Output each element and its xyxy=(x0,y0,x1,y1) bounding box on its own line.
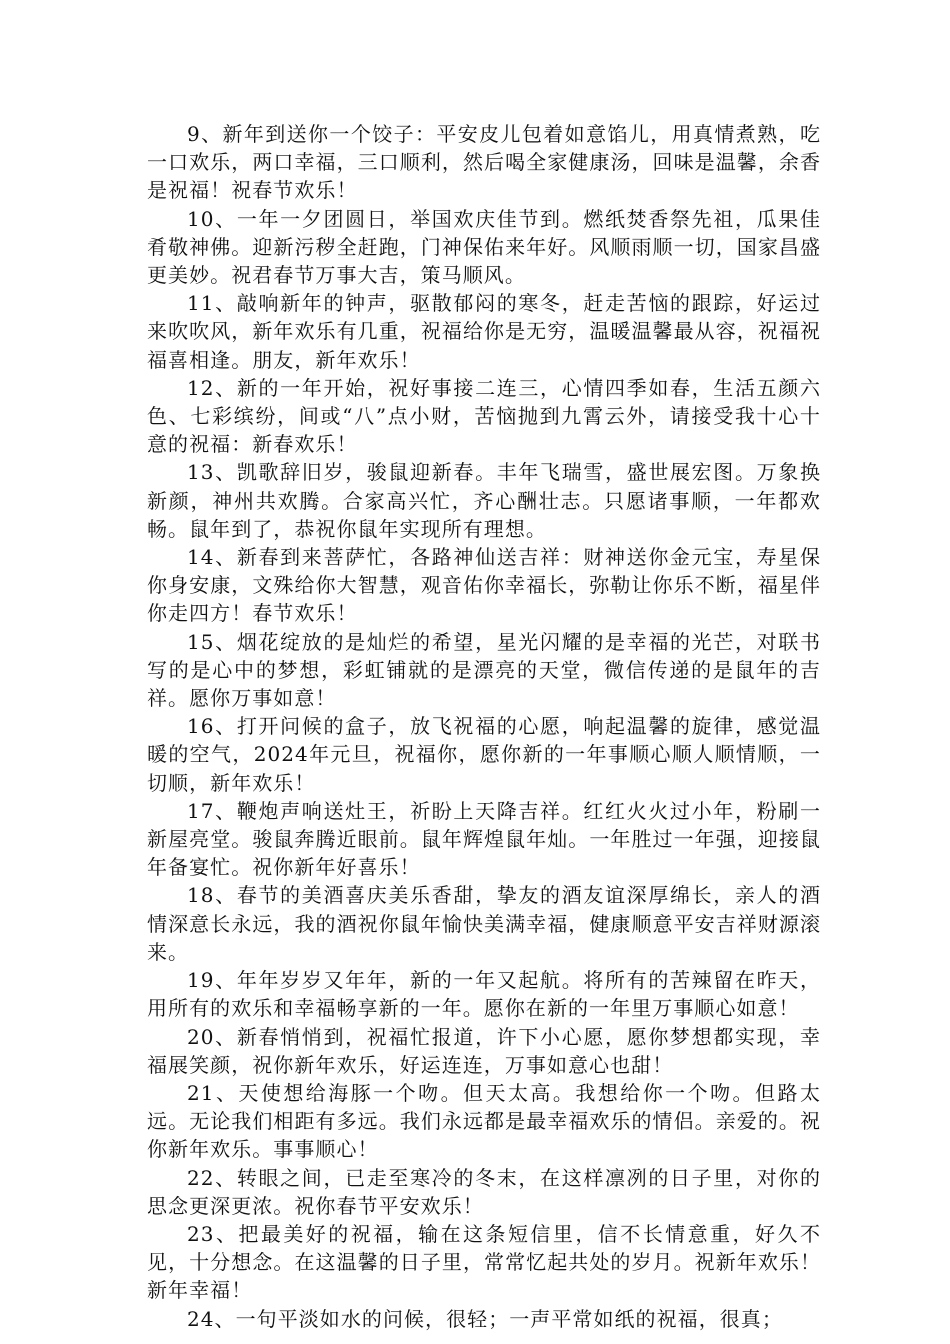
paragraph-17: 17、鞭炮声响送灶王，祈盼上天降吉祥。红红火火过小年，粉刷一新屋亮堂。骏鼠奔腾近眼前。鼠年辉煌鼠年灿。一年胜过一年强，迎接鼠年备宴忙。祝你新年好喜乐！ xyxy=(147,798,821,880)
document-body xyxy=(147,120,821,1333)
paragraph-16: 16、打开问候的盒子，放飞祝福的心愿，响起温馨的旋律，感觉温暖的空气，2024年元旦，祝福你，愿你新的一年事顺心顺人顺情顺，一切顺，新年欢乐！ xyxy=(147,714,821,795)
paragraph-23: 23、把最美好的祝福，输在这条短信里，信不长情意重，好久不见，十分想念。在这温馨的日子里，常常忆起共处的岁月。祝新年欢乐！新年幸福！ xyxy=(147,1221,821,1303)
paragraph-22: 22、转眼之间，已走至寒冷的冬末，在这样凛冽的日子里，对你的思念更深更浓。祝你春节平安欢乐！ xyxy=(147,1165,821,1218)
paragraph-24: 24、一句平淡如水的问候，很轻；一声平常如纸的祝福，很真； xyxy=(187,1306,783,1331)
paragraph-19: 19、年年岁岁又年年，新的一年又起航。将所有的苦辣留在昨天，用所有的欢乐和幸福畅享新的一年。愿你在新的一年里万事顺心如意！ xyxy=(147,968,821,1021)
paragraph-14: 14、新春到来菩萨忙，各路神仙送吉祥：财神送你金元宝，寿星保你身安康，文殊给你大智慧，观音佑你幸福长，弥勒让你乐不断，福星伴你走四方！春节欢乐！ xyxy=(147,545,821,626)
paragraph-20: 20、新春悄悄到，祝福忙报道，许下小心愿，愿你梦想都实现，幸福展笑颜，祝你新年欢乐，好运连连，万事如意心也甜！ xyxy=(147,1024,821,1077)
paragraph-21: 21、天使想给海豚一个吻。但天太高。我想给你一个吻。但路太远。无论我们相距有多远。我们永远都是最幸福欢乐的情侣。亲爱的。祝你新年欢乐。事事顺心！ xyxy=(147,1080,821,1162)
paragraph-10: 10、一年一夕团圆日，举国欢庆佳节到。燃纸焚香祭先祖，瓜果佳肴敬神佛。迎新污秽全赶跑，门神保佑来年好。风顺雨顺一切，国家昌盛更美妙。祝君春节万事大吉，策马顺风。 xyxy=(147,206,821,288)
paragraph-12: 12、新的一年开始，祝好事接二连三，心情四季如春，生活五颜六色、七彩缤纷，间或“八”点小财，苦恼抛到九霄云外，请接受我十心十意的祝福：新春欢乐！ xyxy=(147,375,821,457)
paragraph-15: 15、烟花绽放的是灿烂的希望，星光闪耀的是幸福的光芒，对联书写的是心中的梦想，彩虹铺就的是漂亮的天堂，微信传递的是鼠年的吉祥。愿你万事如意！ xyxy=(147,629,821,711)
paragraph-9: 9、新年到送你一个饺子：平安皮儿包着如意馅儿，用真情煮熟，吃一口欢乐，两口幸福，三口顺利，然后喝全家健康汤，回味是温馨，余香是祝福！祝春节欢乐！ xyxy=(147,122,821,203)
paragraph-13: 13、凯歌辞旧岁，骏鼠迎新春。丰年飞瑞雪，盛世展宏图。万象换新颜，神州共欢腾。合家高兴忙，齐心酬壮志。只愿诸事顺，一年都欢畅。鼠年到了，恭祝你鼠年实现所有理想。 xyxy=(147,460,821,541)
paragraph-18: 18、春节的美酒喜庆美乐香甜，挚友的酒友谊深厚绵长，亲人的酒情深意长永远，我的酒祝你鼠年愉快美满幸福，健康顺意平安吉祥财源滚来。 xyxy=(147,883,821,964)
paragraph-11: 11、敲响新年的钟声，驱散郁闷的寒冬，赶走苦恼的跟踪，好运过来吹吹风，新年欢乐有几重，祝福给你是无穷，温暖温馨最从容，祝福祝福喜相逢。朋友，新年欢乐！ xyxy=(147,291,821,372)
